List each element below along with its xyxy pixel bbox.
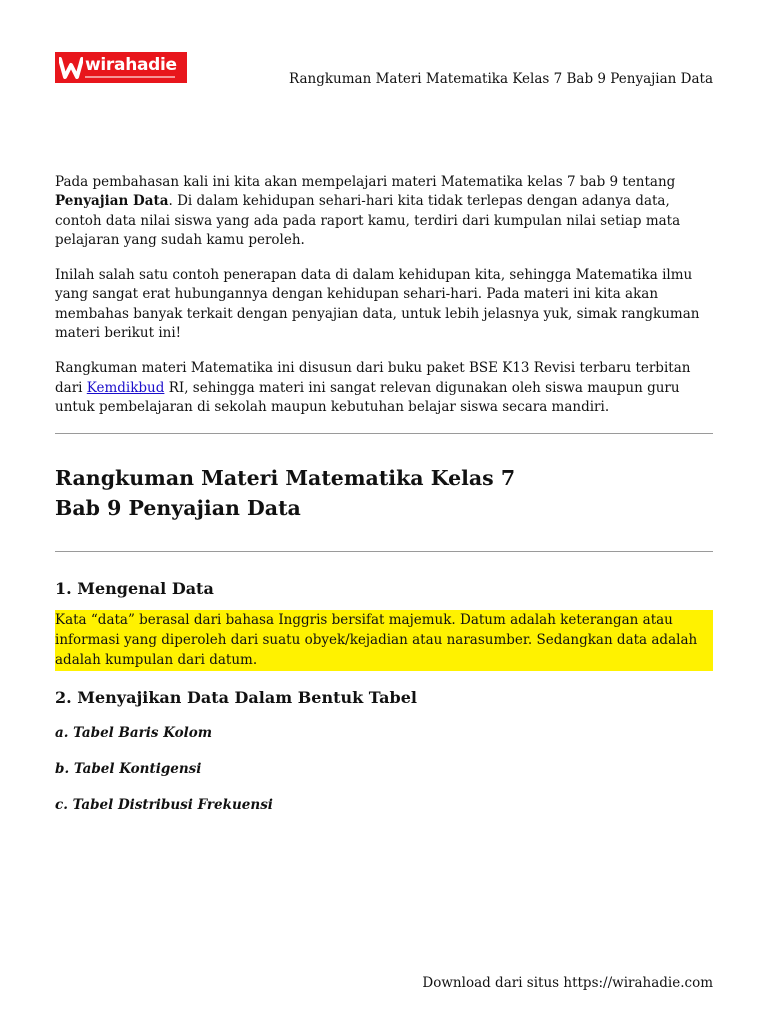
subsection-a-heading: a. Tabel Baris Kolom: [55, 725, 213, 742]
subsection-c-heading: c. Tabel Distribusi Frekuensi: [55, 797, 273, 814]
divider-bottom: [55, 551, 713, 552]
divider-top: [55, 433, 713, 434]
intro-p1-text-start: Pada pembahasan kali ini kita akan mempelajari materi Matematika kelas 7 bab 9 tentang: [55, 174, 676, 190]
section-1-highlight-text: Kata “data” berasal dari bahasa Inggris bersifat majemuk. Datum adalah keterangan atau informasi yang diperoleh dari suatu obyek/kejadian atau narasumber. Sedangkan data adalah adalah kumpulan dari datum.: [55, 610, 713, 671]
intro-p1-bold: Penyajian Data: [55, 193, 169, 210]
site-logo[interactable]: [55, 52, 187, 83]
intro-p3-text-end: RI, sehingga materi ini sangat relevan digunakan oleh siswa maupun guru untuk pembelajaran di sekolah maupun kebutuhan belajar siswa secara mandiri.: [55, 379, 680, 415]
article-title-line-2: Bab 9 Penyajian Data: [55, 496, 301, 521]
intro-paragraph-3: [55, 359, 713, 417]
article-content: [55, 173, 713, 831]
section-2-heading: 2. Menyajikan Data Dalam Bentuk Tabel: [55, 688, 417, 708]
subsection-b-heading: b. Tabel Kontigensi: [55, 761, 202, 778]
logo-text: wirahadie: [85, 55, 177, 75]
intro-paragraph-2: Inilah salah satu contoh penerapan data di dalam kehidupan kita, sehingga Matematika ilmu yang sangat erat hubungannya dengan kehidupan sehari-hari. Pada materi ini kita akan membahas banyak terkait dengan penyajian data, untuk lebih jelasnya yuk, simak rangkuman materi berikut ini!: [55, 267, 700, 342]
logo-w-icon: [58, 55, 84, 81]
section-1-heading: 1. Mengenal Data: [55, 579, 214, 599]
logo-tagline-mark: [85, 76, 175, 78]
intro-p3-text-start: Rangkuman materi Matematika ini disusun dari buku paket BSE K13 Revisi terbaru terbitan dari: [55, 360, 691, 396]
article-title-line-1: Rangkuman Materi Matematika Kelas 7: [55, 466, 516, 491]
article-title: [55, 463, 713, 523]
intro-paragraph-1: [55, 173, 713, 250]
page-header-title: Rangkuman Materi Matematika Kelas 7 Bab 9 Penyajian Data: [289, 71, 713, 87]
kemdikbud-link[interactable]: Kemdikbud: [86, 379, 165, 396]
intro-p1-text-end: . Di dalam kehidupan sehari-hari kita tidak terlepas dengan adanya data, contoh data nilai siswa yang ada pada raport kamu, terdiri dari kumpulan nilai setiap mata pelajaran yang sudah kamu peroleh.: [55, 193, 681, 248]
page-footer: Download dari situs https://wirahadie.com: [422, 975, 713, 991]
